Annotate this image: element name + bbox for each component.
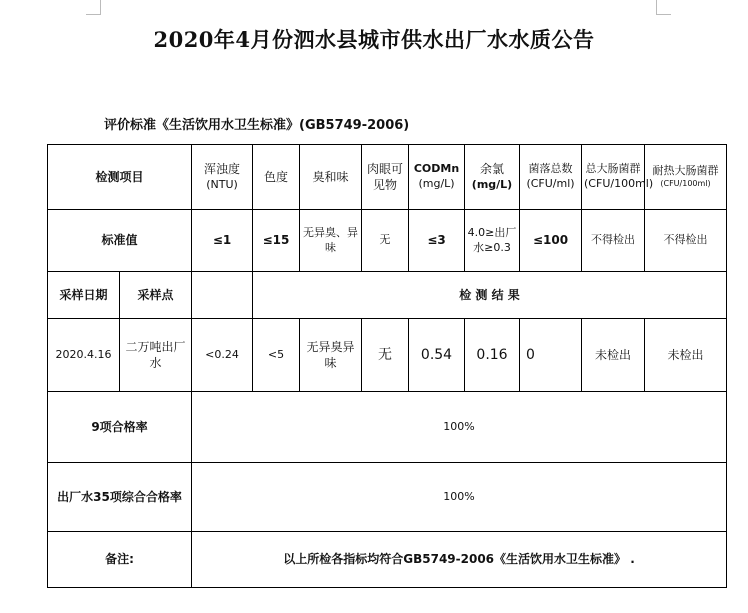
note-label: 备注: <box>48 532 192 588</box>
header-odor: 臭和味 <box>300 145 362 210</box>
sample-visible: 无 <box>362 319 409 392</box>
header-visible: 肉眼可见物 <box>362 145 409 210</box>
header-cod <box>409 145 465 210</box>
header-thermo <box>645 145 727 210</box>
header-colony-label: 菌落总数 <box>528 162 573 176</box>
header-turbidity-label: 浑浊度 <box>204 162 241 177</box>
sample-date: 2020.4.16 <box>48 319 120 392</box>
header-coliform-unit: (CFU/100ml) <box>584 177 654 190</box>
standard-chlorine: 4.0≥出厂水≥0.3 <box>465 210 520 272</box>
standard-turbidity: ≤1 <box>192 210 253 272</box>
sample-chlorine: 0.16 <box>465 319 520 392</box>
water-quality-table <box>47 144 727 588</box>
standard-label: 标准值 <box>48 210 192 272</box>
rate9-label: 9项合格率 <box>48 392 192 463</box>
standard-row <box>48 210 727 272</box>
crop-mark-left <box>86 0 101 15</box>
header-colony-unit: (CFU/ml) <box>526 177 575 190</box>
rate35-row <box>48 463 727 532</box>
rate35-value: 100% <box>192 463 727 532</box>
header-thermo-unit: (CFU/100ml) <box>660 179 711 189</box>
header-chlorine <box>465 145 520 210</box>
sample-turbidity: <0.24 <box>192 319 253 392</box>
header-color: 色度 <box>253 145 300 210</box>
crop-mark-right <box>656 0 671 15</box>
standard-visible: 无 <box>362 210 409 272</box>
sample-coliform: 未检出 <box>582 319 645 392</box>
header-coliform-label: 总大肠菌群 <box>585 162 641 176</box>
header-chlorine-label: 余氯 <box>480 162 505 177</box>
header-turbidity-unit: (NTU) <box>206 177 238 191</box>
header-item: 检测项目 <box>48 145 192 210</box>
sample-point: 二万吨出厂水 <box>120 319 192 392</box>
header-chlorine-unit: (mg/L) <box>471 177 513 191</box>
header-cod-unit: (mg/L) <box>418 177 455 190</box>
sample-thermo: 未检出 <box>645 319 727 392</box>
results-header: 检 测 结 果 <box>253 272 727 319</box>
note-text: 以上所检各指标均符合GB5749-2006《生活饮用水卫生标准》 . <box>192 532 727 588</box>
header-row <box>48 145 727 210</box>
empty-cell <box>192 272 253 319</box>
evaluation-standard: 评价标准《生活饮用水卫生标准》(GB5749-2006) <box>104 118 410 133</box>
header-colony <box>520 145 582 210</box>
standard-cod: ≤3 <box>409 210 465 272</box>
header-thermo-label: 耐热大肠菌群 <box>652 164 719 178</box>
sample-cod: 0.54 <box>409 319 465 392</box>
sample-odor: 无异臭异味 <box>300 319 362 392</box>
sample-row <box>48 319 727 392</box>
page-title: 2020年4月份泗水县城市供水出厂水水质公告 <box>153 27 595 52</box>
standard-colony: ≤100 <box>520 210 582 272</box>
note-row <box>48 532 727 588</box>
header-turbidity <box>192 145 253 210</box>
sample-colony: 0 <box>520 319 582 392</box>
sample-header-row <box>48 272 727 319</box>
rate35-label: 出厂水35项综合合格率 <box>48 463 192 532</box>
standard-color: ≤15 <box>253 210 300 272</box>
rate9-row <box>48 392 727 463</box>
sample-date-header: 采样日期 <box>48 272 120 319</box>
rate9-value: 100% <box>192 392 727 463</box>
header-cod-label: CODMn <box>413 162 460 176</box>
standard-odor: 无异臭、异味 <box>300 210 362 272</box>
standard-coliform: 不得检出 <box>582 210 645 272</box>
standard-thermo: 不得检出 <box>645 210 727 272</box>
sample-color: <5 <box>253 319 300 392</box>
header-coliform <box>582 145 654 210</box>
sample-point-header: 采样点 <box>120 272 192 319</box>
